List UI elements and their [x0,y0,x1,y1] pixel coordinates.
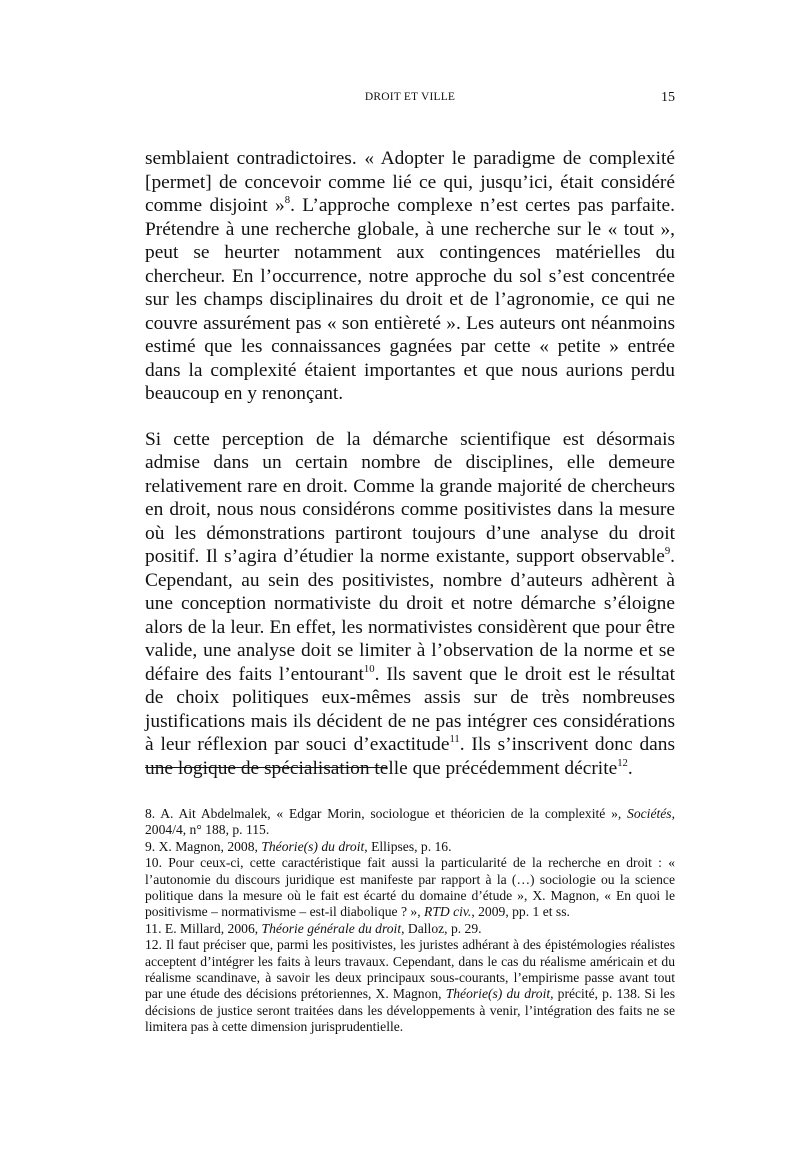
page-number: 15 [661,90,675,105]
footnote-ref-9: 9 [664,545,671,557]
footnote-11-text-1: 11. E. Millard, 2006, [145,920,262,936]
footnote-12-text-2: , précité, p. 138. Si les décisions de justice seront traitées dans les développements à venir, l’intégration des faits ne se limitera pas à cette dimension jurisprudentielle. [145,986,675,1035]
footnote-ref-12: 12 [617,756,628,769]
footnote-9-italic: Théorie(s) du droit [261,838,365,854]
footnote-8-italic: Sociétés [627,806,672,821]
footnote-ref-8: 8 [284,194,291,206]
paragraph-1-text-1: semblaient contradictoires. « Adopter le paradigme de complexité [permet] de concevoir comme lié ce qui, jusqu’ici, était considéré comme disjoint » [145,148,675,216]
running-title: DROIT ET VILLE [364,91,456,103]
footnote-10 [145,855,675,921]
footnote-10-text-1: 10. Pour ceux-ci, cette caractéristique fait aussi la particularité de la recherche en droit : « l’autonomie du discours juridique est manifeste par rapport à la (…) sociologie ou la science politique dans la mesure où le fait est écarté du domaine d’étude », X. Magnon, « En quoi le positivisme – normativisme – est-il diabolique ? », [145,855,675,920]
footnote-separator [145,767,387,768]
footnote-12 [145,937,675,1035]
body-paragraph-1 [145,147,675,406]
footnote-12-italic: Théorie(s) du droit [445,986,551,1002]
footnote-9-text-1: 9. X. Magnon, 2008, [145,838,262,854]
footnote-8 [145,806,675,839]
footnote-11-italic: Théorie générale du droit [261,920,402,936]
footnote-10-text-2: , 2009, pp. 1 et ss. [471,904,570,920]
footnote-9-text-2: , Ellipses, p. 16. [364,838,452,854]
footnote-9 [145,839,675,855]
body-text [145,147,675,780]
running-head [145,91,675,109]
footnotes [145,806,675,1036]
paragraph-1-text-2: . L’approche complexe n’est certes pas parfaite. Prétendre à une recherche globale, à une recherche sur le « tout », peut se heurter notamment aux contingences matérielles du chercheur. En l’occurrence, notre approche du sol s’est concentrée sur les champs disciplinaires du droit et de l’agronomie, ce qui ne couvre assurément pas « son entièreté ». Les auteurs ont néanmoins estimé que les connaissances gagnées par cette « petite » entrée dans la complexité étaient importantes et que nous aurions perdu beaucoup en y renonçant. [145,195,675,404]
footnote-11-text-2: , Dalloz, p. 29. [401,920,482,936]
footnote-ref-11: 11 [449,733,460,745]
paragraph-2-text-3: . Ils savent que le droit est le résultat de choix politiques eux-mêmes assis sur de très nombreuses justifications mais ils décident de ne pas intégrer ces considérations à leur réflexion par souci d’exactitude [145,663,675,755]
footnote-8-text-1: 8. A. Ait Abdelmalek, « Edgar Morin, sociologue et théoricien de la complexité », [145,806,628,821]
footnote-12-text-1: 12. Il faut préciser que, parmi les positivistes, les juristes adhérant à des épistémologies réalistes acceptent d’intégrer les faits à leurs travaux. Cependant, dans le cas du réalisme américain et du réalisme scandinave, à savoir les deux principaux sous-courants, l’empirisme passe avant tout par une étude des décisions prétoriennes, X. Magnon, [145,937,675,1002]
footnote-8-text-2: , 2004/4, n° 188, p. 115. [145,806,675,838]
paragraph-2-text-1: Si cette perception de la démarche scientifique est désormais admise dans un certain nombre de disciplines, elle demeure relativement rare en droit. Comme la grande majorité de chercheurs en droit, nous nous considérons comme positivistes dans la mesure où les démonstrations partiront toujours d’une analyse du droit positif. Il s’agira d’étudier la norme existante, support observable [145,428,675,567]
paragraph-2-text-4: . Ils s’inscrivent donc dans une logique de spécialisation telle que précédemment décrite [145,734,675,779]
footnote-11 [145,921,675,937]
footnote-10-italic: RTD civ. [424,904,472,920]
paragraph-2-text-2: . Cependant, au sein des positivistes, nombre d’auteurs adhèrent à une conception normativiste du droit et notre démarche s’éloigne alors de la leur. En effet, les normativistes considèrent que pour être valide, une analyse doit se limiter à l’observation de la norme et se défaire des faits l’entourant [145,546,675,685]
paragraph-2-text-5: . [627,757,633,779]
body-paragraph-2 [145,428,675,781]
footnote-ref-10: 10 [363,662,375,675]
